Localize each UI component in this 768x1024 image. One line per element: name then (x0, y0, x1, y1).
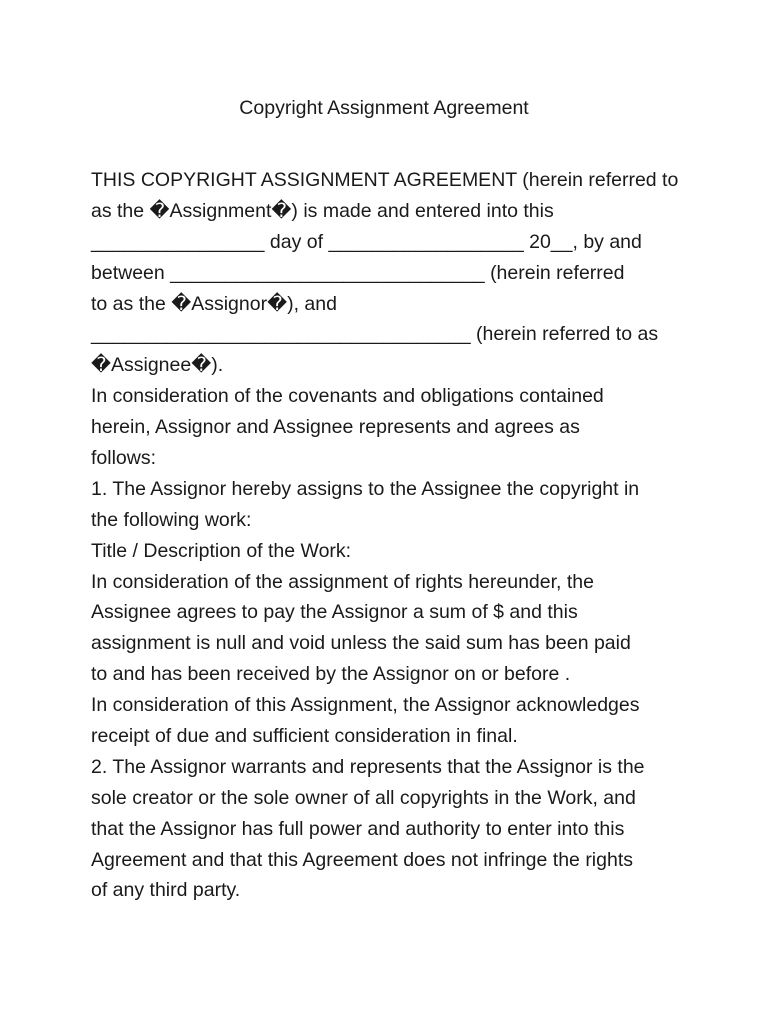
body-line: ________________ day of __________________ 20__, by and (91, 230, 642, 253)
body-line: ___________________________________ (herein referred to as (91, 323, 659, 346)
body-line: to and has been received by the Assignor on or before . (91, 663, 571, 686)
body-line: of any third party. (91, 879, 241, 902)
body-line: the following work: (91, 508, 252, 531)
body-line: sole creator or the sole owner of all copyrights in the Work, and (91, 786, 636, 809)
body-line: herein, Assignor and Assignee represents and agrees as (91, 416, 580, 439)
body-line: Title / Description of the Work: (91, 539, 352, 562)
body-line: to as the �Assignor�), and (91, 292, 337, 315)
body-line: receipt of due and sufficient consideration in final. (91, 725, 518, 748)
document-body (91, 165, 691, 906)
body-line: In consideration of this Assignment, the Assignor acknowledges (91, 694, 640, 717)
body-line: between _____________________________ (herein referred (91, 261, 625, 284)
body-line: �Assignee�). (91, 354, 224, 377)
body-line: In consideration of the covenants and obligations contained (91, 385, 604, 408)
body-line: assignment is null and void unless the said sum has been paid (91, 632, 631, 655)
body-line: 2. The Assignor warrants and represents that the Assignor is the (91, 755, 645, 778)
document-title: Copyright Assignment Agreement (239, 97, 529, 119)
body-line: that the Assignor has full power and authority to enter into this (91, 817, 625, 840)
body-line: as the �Assignment�) is made and entered into this (91, 199, 554, 222)
body-line: In consideration of the assignment of rights hereunder, the (91, 570, 594, 593)
body-line: Assignee agrees to pay the Assignor a sum of $ and this (91, 601, 578, 624)
body-line: Agreement and that this Agreement does not infringe the rights (91, 848, 634, 871)
body-line: 1. The Assignor hereby assigns to the Assignee the copyright in (91, 477, 640, 500)
body-line: THIS COPYRIGHT ASSIGNMENT AGREEMENT (herein referred to (91, 169, 679, 191)
body-line: follows: (91, 447, 157, 470)
